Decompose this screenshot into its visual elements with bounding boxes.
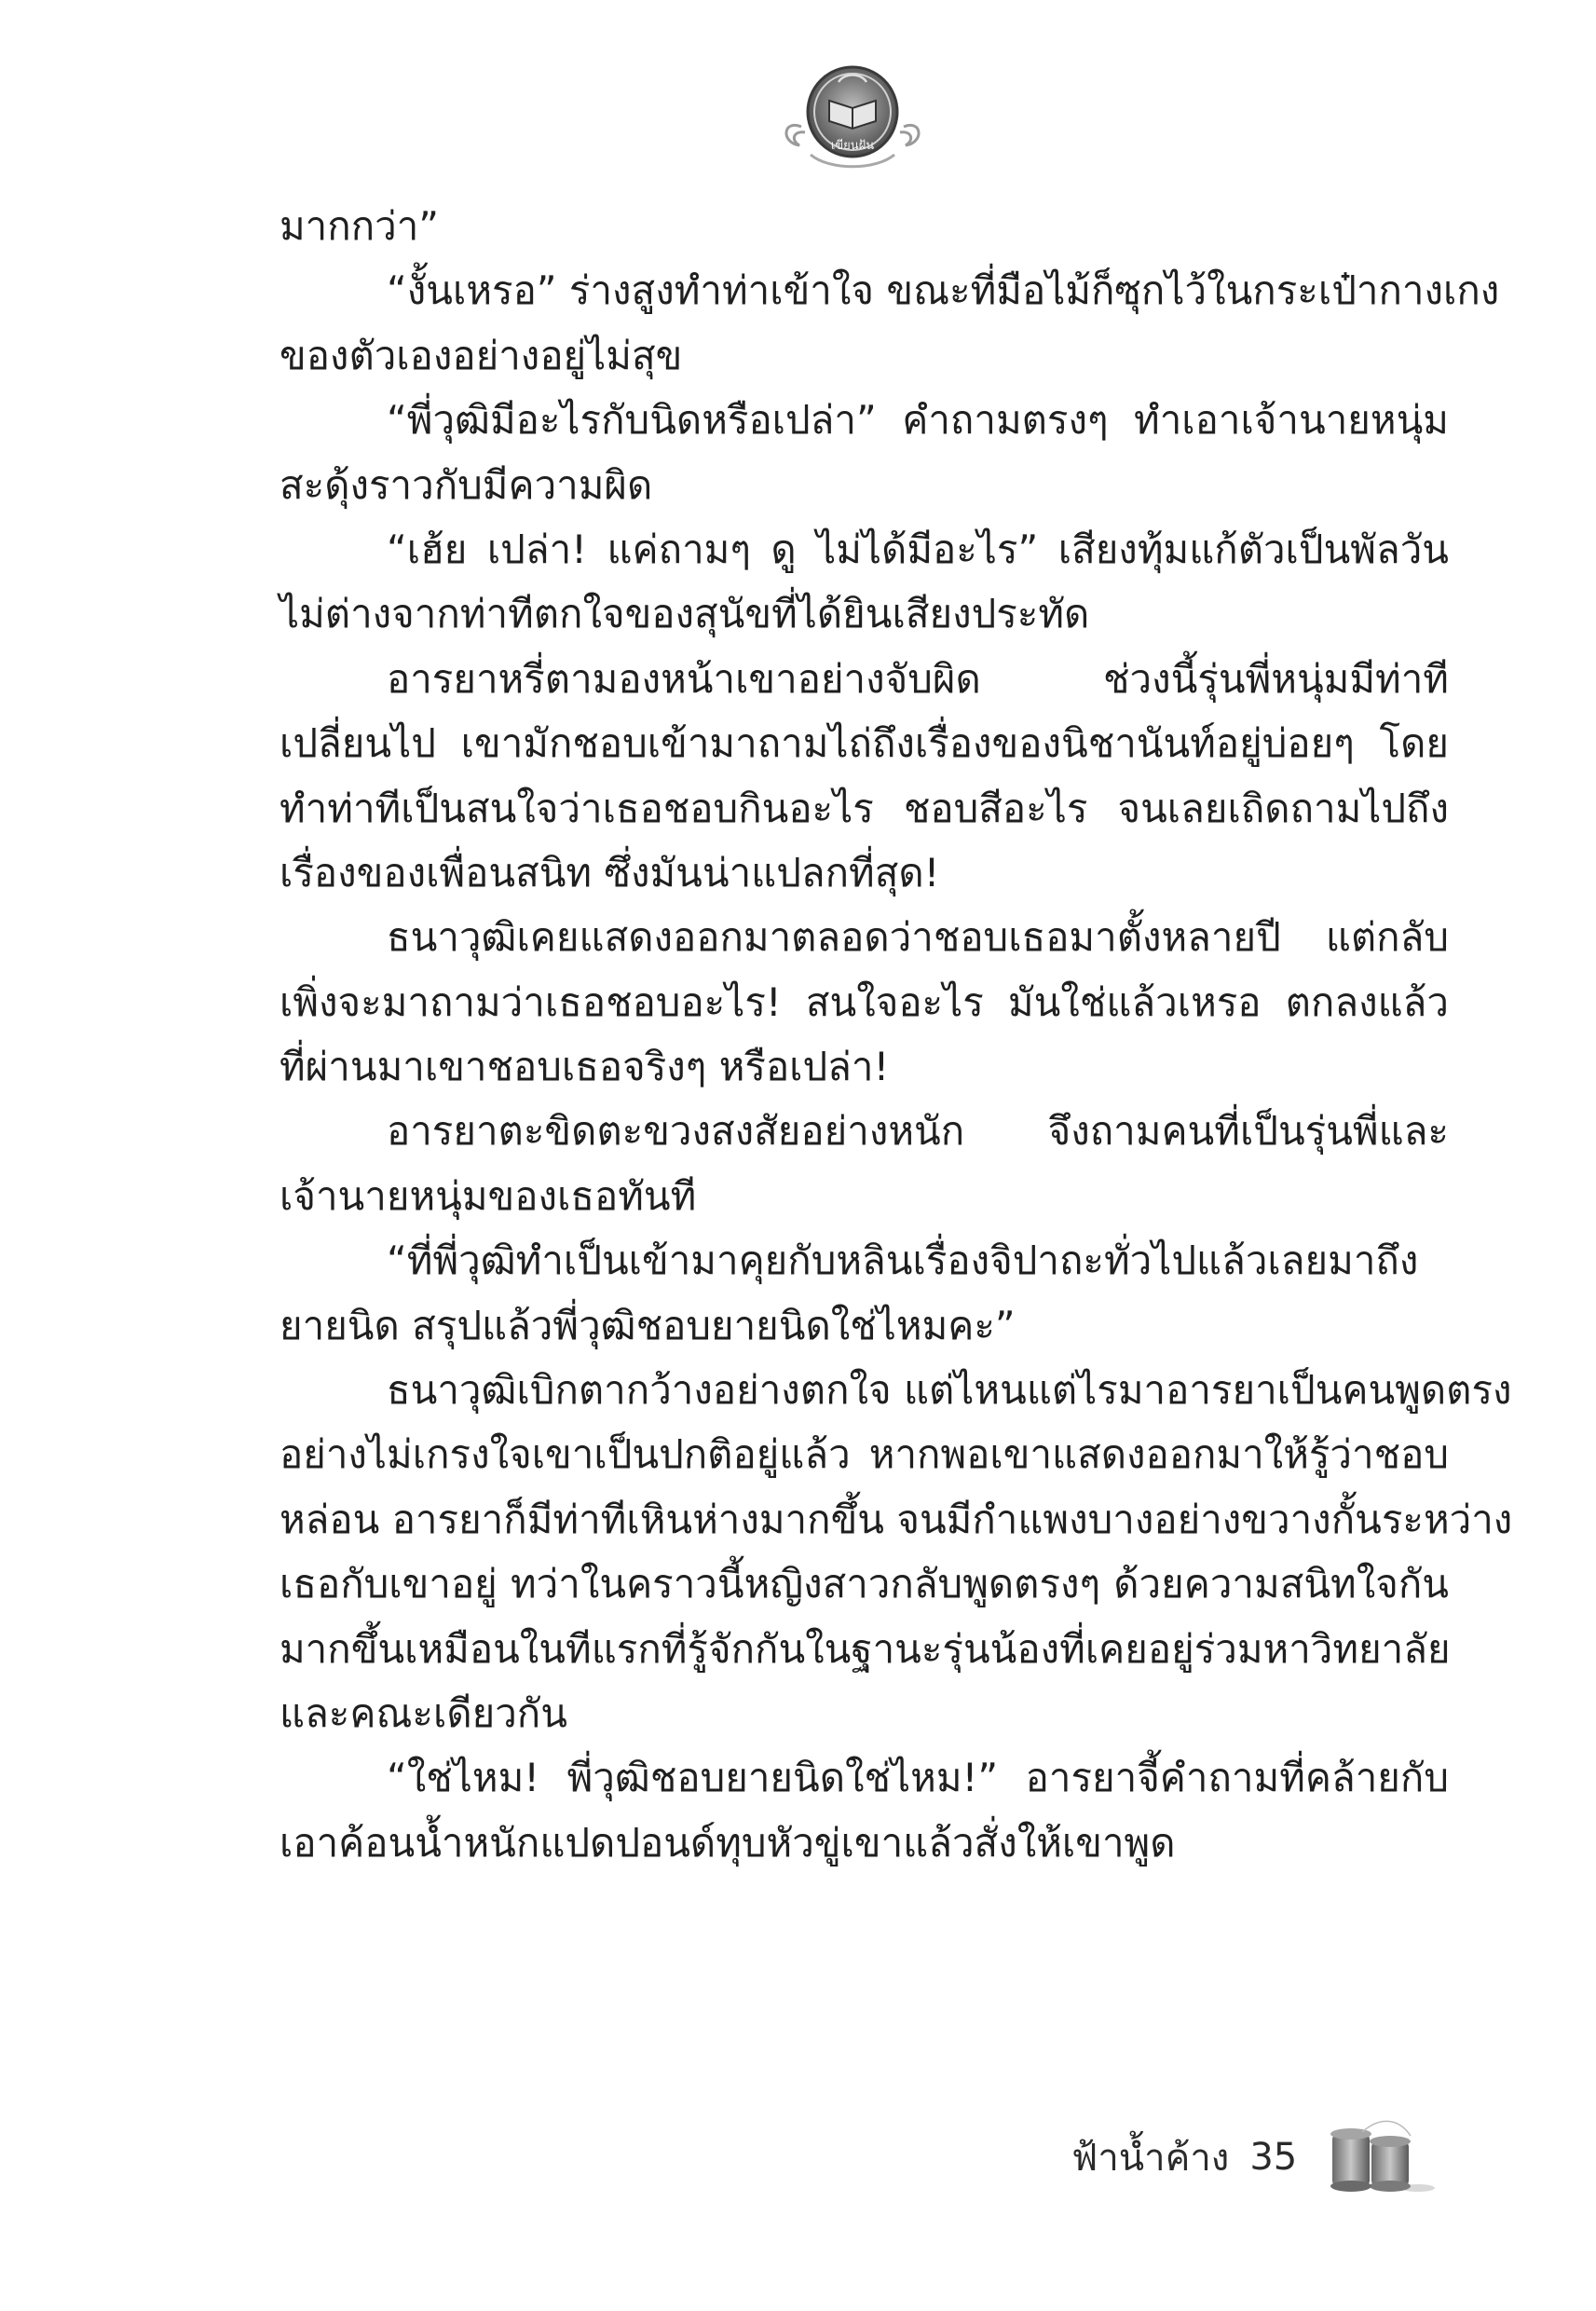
text-line: ทำท่าทีเป็นสนใจว่าเธอชอบกินอะไร ชอบสีอะไร จนเลยเถิดถามไปถึง [280,785,1449,831]
text-line: อารยาหรี่ตามองหน้าเขาอย่างจับผิด ช่วงนี้รุ่นพี่หนุ่มมีท่าที [387,655,1449,702]
text-line: และคณะเดียวกัน [280,1689,567,1736]
text-line: อย่างไม่เกรงใจเขาเป็นปกติอยู่แล้ว หากพอเขาแสดงออกมาให้รู้ว่าชอบ [280,1431,1449,1478]
text-line: เปลี่ยนไป เขามักชอบเข้ามาถามไถ่ถึงเรื่องของนิชานันท์อยู่บ่อยๆ โดย [280,720,1449,767]
text-line: เอาค้อนน้ำหนักแปดปอนด์ทุบหัวขู่เขาแล้วสั่งให้เขาพูด [280,1819,1176,1866]
text-line: เพิ่งจะมาถามว่าเธอชอบอะไร! สนใจอะไร มันใช่แล้วเหรอ ตกลงแล้ว [280,978,1449,1025]
body-text [280,194,1513,1875]
text-line: มากขึ้นเหมือนในทีแรกที่รู้จักกันในฐานะรุ่นน้องที่เคยอยู่ร่วมหาวิทยาลัย [280,1625,1451,1672]
text-line: “ใช่ไหม! พี่วุฒิชอบยายนิดใช่ไหม!” อารยาจี้คำถามที่คล้ายกับ [387,1755,1449,1801]
text-line: “เฮ้ย เปล่า! แค่ถามๆ ดู ไม่ได้มีอะไร” เสียงทุ้มแก้ตัวเป็นพัลวัน [387,526,1449,572]
text-line: ของตัวเองอย่างอยู่ไม่สุข [280,332,683,378]
text-line: มากกว่า” [280,203,440,249]
thread-spool-icon [1325,2115,1437,2199]
text-line: “ที่พี่วุฒิทำเป็นเข้ามาคุยกับหลินเรื่องจิปาถะทั่วไปแล้วเลยมาถึง [387,1238,1419,1284]
text-line: “พี่วุฒิมีอะไรกับนิดหรือเปล่า” คำถามตรงๆ ทำเอาเจ้านายหนุ่ม [387,397,1449,444]
text-line: เธอกับเขาอยู่ ทว่าในคราวนี้หญิงสาวกลับพูดตรงๆ ด้วยความสนิทใจกัน [280,1561,1449,1607]
book-title: ฟ้าน้ำค้าง [1071,2137,1230,2180]
book-emblem-icon [773,54,932,175]
page-number: 35 [1249,2136,1298,2179]
page-footer [1071,2115,1437,2199]
text-line: “งั้นเหรอ” ร่างสูงทำท่าเข้าใจ ขณะที่มือไม้ก็ซุกไว้ในกระเป๋ากางเกง [387,267,1500,314]
text-line: ธนาวุฒิเคยแสดงออกมาตลอดว่าชอบเธอมาตั้งหลายปี แต่กลับ [387,914,1449,961]
text-line: ที่ผ่านมาเขาชอบเธอจริงๆ หรือเปล่า! [280,1044,890,1090]
text-line: สะดุ้งราวกับมีความผิด [280,461,653,508]
text-line: ไม่ต่างจากท่าทีตกใจของสุนัขที่ได้ยินเสียงประทัด [280,591,1090,637]
text-line: หล่อน อารยาก็มีท่าทีเหินห่างมากขึ้น จนมีกำแพงบางอย่างขวางกั้นระหว่าง [280,1496,1513,1542]
text-line: เจ้านายหนุ่มของเธอทันที [280,1172,697,1219]
logo-text: เขียนฝัน [830,139,875,153]
text-line: เรื่องของเพื่อนสนิท ซึ่งมันน่าแปลกที่สุด! [280,849,940,896]
text-line: ธนาวุฒิเบิกตากว้างอย่างตกใจ แต่ไหนแต่ไรมาอารยาเป็นคนพูดตรง [387,1367,1512,1414]
text-line: ยายนิด สรุปแล้วพี่วุฒิชอบยายนิดใช่ไหมคะ” [280,1302,1016,1348]
text-line: อารยาตะขิดตะขวงสงสัยอย่างหนัก จึงถามคนที่เป็นรุ่นพี่และ [387,1108,1449,1155]
